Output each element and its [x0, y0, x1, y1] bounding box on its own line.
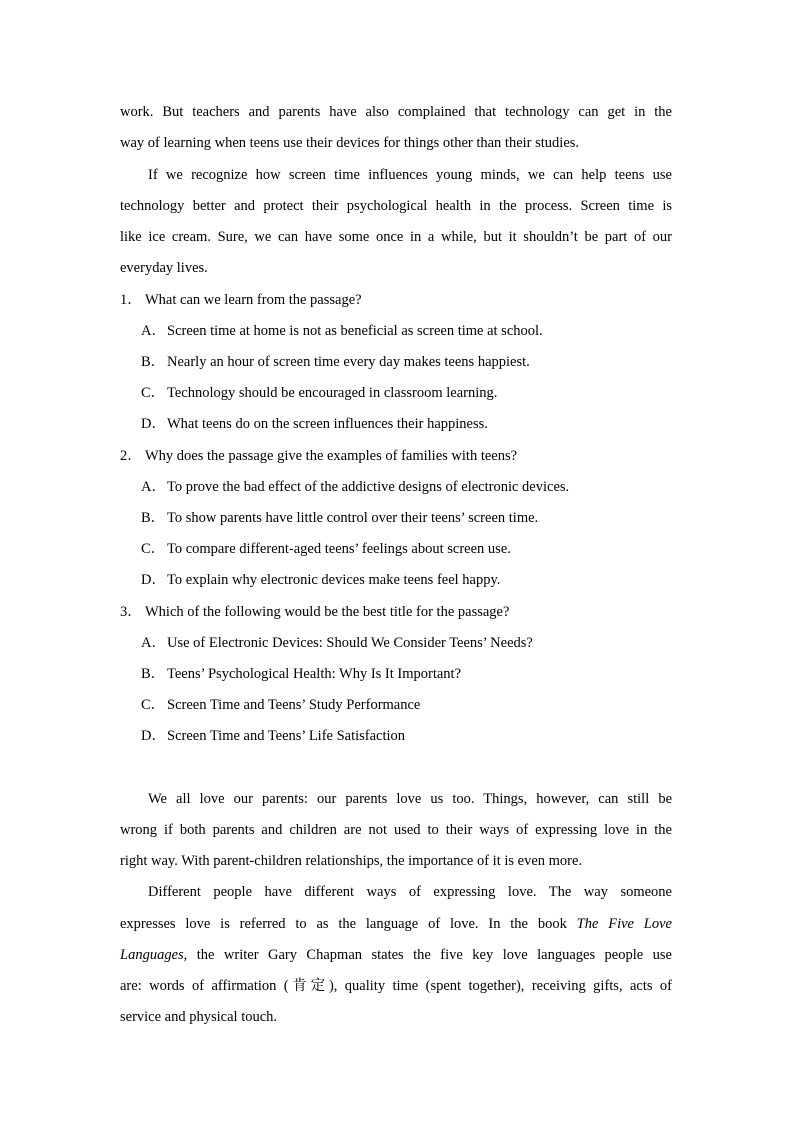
question-2-stem: Why does the passage give the examples of families with teens?: [145, 448, 518, 464]
option-text: Nearly an hour of screen time every day makes teens happiest.: [167, 354, 530, 370]
option-label: A．: [141, 479, 166, 495]
passage2-line-8: service and physical touch.: [120, 1009, 278, 1025]
option-text: To compare different-aged teens’ feelings about screen use.: [167, 541, 511, 557]
option-text: Teens’ Psychological Health: Why Is It Important?: [167, 666, 462, 682]
option-label: D．: [141, 416, 166, 432]
passage2-line-2: wrong if both parents and children are not used to their ways of expressing love in the: [120, 822, 672, 838]
passage1-line-1: work. But teachers and parents have also complained that technology can get in the: [120, 104, 672, 120]
passage2-line-5: [120, 914, 672, 934]
question-2: [120, 446, 672, 466]
option-label: D．: [141, 728, 166, 744]
option-label: C．: [141, 697, 166, 713]
passage1-line-2: way of learning when teens use their devices for things other than their studies.: [120, 135, 580, 151]
option-label: B．: [141, 666, 166, 682]
passage2-line-3: right way. With parent-children relationships, the importance of it is even more.: [120, 853, 583, 869]
option-text: Use of Electronic Devices: Should We Consider Teens’ Needs?: [167, 635, 533, 651]
option-text: Screen time at home is not as beneficial as screen time at school.: [167, 323, 543, 339]
option-label: A．: [141, 635, 166, 651]
option-text: Screen Time and Teens’ Life Satisfaction: [167, 728, 406, 744]
option-text: Screen Time and Teens’ Study Performance: [167, 697, 421, 713]
question-3-option-a[interactable]: [141, 633, 693, 653]
option-label: A．: [141, 323, 166, 339]
book-title-part-1: The Five Love: [576, 916, 672, 932]
option-text: To explain why electronic devices make teens feel happy.: [167, 572, 501, 588]
question-3-number: 3．: [120, 604, 142, 620]
question-3-option-b[interactable]: [141, 664, 693, 684]
option-text: To show parents have little control over their teens’ screen time.: [167, 510, 539, 526]
question-3-option-d[interactable]: [141, 726, 693, 746]
passage2-line-4: Different people have different ways of expressing love. The way someone: [148, 884, 672, 900]
option-label: C．: [141, 541, 166, 557]
question-2-option-d[interactable]: [141, 570, 693, 590]
passage2-line-6: [120, 945, 672, 965]
passage1-line-5: like ice cream. Sure, we can have some once in a while, but it shouldn’t be part of our: [120, 229, 672, 245]
option-label: B．: [141, 510, 166, 526]
question-1: [120, 290, 672, 310]
question-2-number: 2．: [120, 448, 142, 464]
option-label: C．: [141, 385, 166, 401]
question-2-option-a[interactable]: [141, 477, 693, 497]
option-text: To prove the bad effect of the addictive designs of electronic devices.: [167, 479, 570, 495]
passage1-line-3: If we recognize how screen time influences young minds, we can help teens use: [148, 167, 672, 183]
question-1-option-d[interactable]: [141, 414, 693, 434]
question-3: [120, 602, 672, 622]
question-1-option-c[interactable]: [141, 383, 693, 403]
question-3-stem: Which of the following would be the best title for the passage?: [145, 604, 510, 620]
passage2-line-6-text: , the writer Gary Chapman states the five key love languages people use: [183, 947, 672, 963]
passage2-line-5-text: expresses love is referred to as the language of love. In the book: [120, 916, 567, 932]
book-title-part-2: Languages: [120, 947, 184, 963]
option-text: Technology should be encouraged in classroom learning.: [167, 385, 498, 401]
option-text: What teens do on the screen influences their happiness.: [167, 416, 488, 432]
question-1-stem: What can we learn from the passage?: [145, 292, 362, 308]
passage2-line-1: We all love our parents: our parents love us too. Things, however, can still be: [148, 791, 672, 807]
passage2-line-7: are: words of affirmation (肯定), quality time (spent together), receiving gifts, acts of: [120, 978, 672, 994]
question-2-option-b[interactable]: [141, 508, 693, 528]
passage1-line-4: technology better and protect their psychological health in the process. Screen time is: [120, 198, 672, 214]
question-3-option-c[interactable]: [141, 695, 693, 715]
question-1-option-a[interactable]: [141, 321, 693, 341]
question-2-option-c[interactable]: [141, 539, 693, 559]
question-1-number: 1．: [120, 292, 142, 308]
option-label: D．: [141, 572, 166, 588]
question-1-option-b[interactable]: [141, 352, 693, 372]
option-label: B．: [141, 354, 166, 370]
passage1-line-6: everyday lives.: [120, 260, 208, 276]
